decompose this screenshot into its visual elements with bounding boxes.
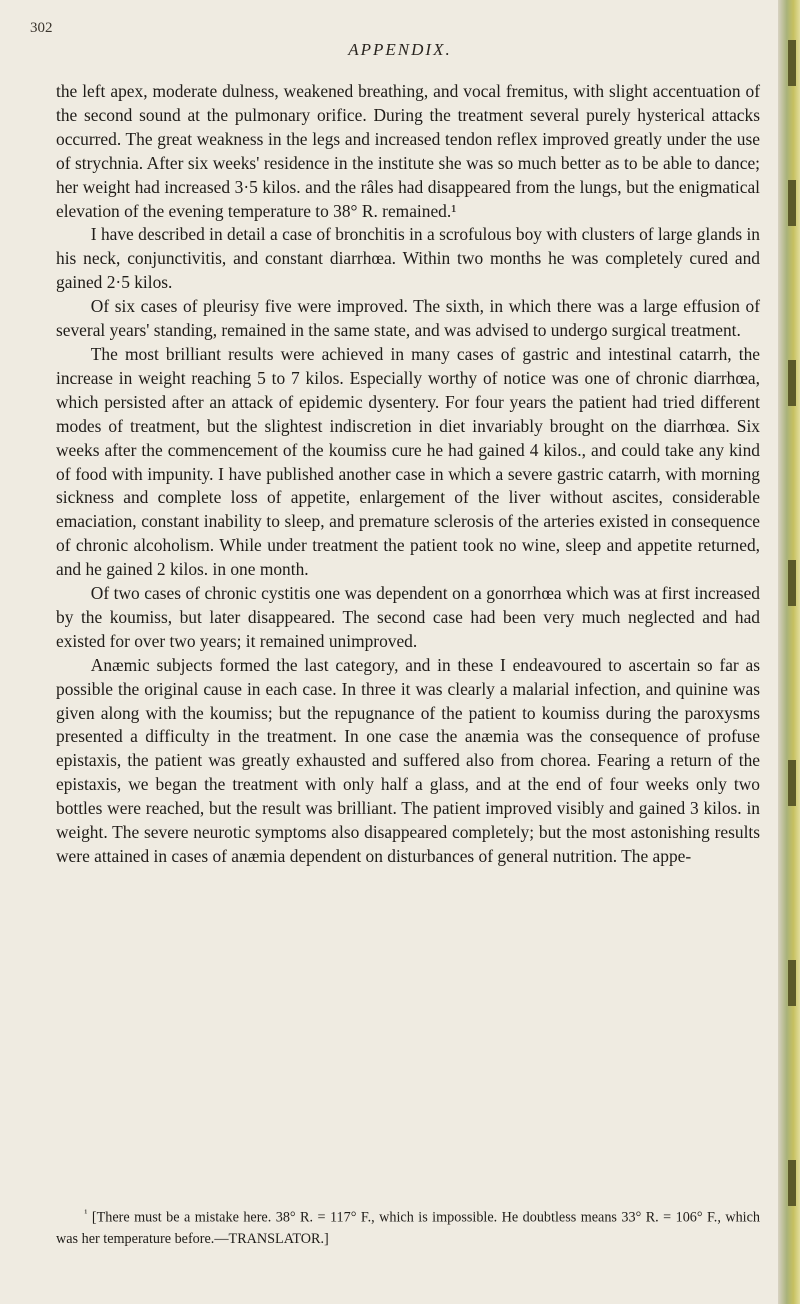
running-head: APPENDIX. xyxy=(348,40,452,59)
edge-tab xyxy=(788,560,796,606)
footnote-marker: ¹ xyxy=(84,1208,88,1219)
edge-tab xyxy=(788,40,796,86)
paragraph-1: the left apex, moderate dulness, weakened breathing, and vocal fremitus, with slight accentuation of the second sound at the pulmonary orifice. During the treatment several purely hysterical attacks occurred. The great weakness in the legs and increased tendon reflex improved greatly under the use of strychnia. After six weeks' residence in the institute she was so much better as to be able to dance; her weight had increased 3·5 kilos. and the râles had disappeared from the lungs, but the enigmatical elevation of the evening temperature to 38° R. remained.¹ xyxy=(56,81,760,221)
edge-tab xyxy=(788,180,796,226)
paragraph-2: I have described in detail a case of bronchitis in a scrofulous boy with clusters of large glands in his neck, conjunctivitis, and constant diarrhœa. Within two months he was completely cured and gained 2·5 kilos. xyxy=(56,224,760,293)
page-edge-strip xyxy=(778,0,800,1304)
edge-tab xyxy=(788,960,796,1006)
paragraph-5: Of two cases of chronic cystitis one was dependent on a gonorrhœa which was at first increased by the koumiss, but later disappeared. The second case had been very much neglected and had existed for over two years; it remained unimproved. xyxy=(56,583,760,651)
edge-tab xyxy=(788,1160,796,1206)
paragraph-6: Anæmic subjects formed the last category, and in these I endeavoured to ascertain so far as possible the original cause in each case. In three it was clearly a malarial infection, and quinine was given along with the koumiss; but the repugnance of the patient to koumiss during the paroxysms presented a difficulty in the treatment. In one case the anæmia was the consequence of profuse epistaxis, the patient was greatly exhausted and suffered also from chorea. Fearing a return of the epistaxis, we began the treatment with only half a glass, and at the end of four weeks only two bottles were reached, but the result was brilliant. The patient improved visibly and gained 3 kilos. in weight. The severe neurotic symptoms also disappeared completely; but the most astonishing results were attained in cases of anæmia dependent on disturbances of general nutrition. The appe- xyxy=(56,654,760,866)
page-number: 302 xyxy=(30,20,53,36)
footnote-text: [There must be a mistake here. 38° R. = 117° F., which is impossible. He doubtless means 33° R. = 106° F., which was her temperature before.—TRANSLATOR.] xyxy=(56,1209,760,1247)
footnote xyxy=(56,1203,760,1250)
edge-tab xyxy=(788,760,796,806)
paragraph-4: The most brilliant results were achieved in many cases of gastric and intestinal catarrh, the increase in weight reaching 5 to 7 kilos. Especially worthy of notice was one of chronic diarrhœa, which persisted after an attack of epidemic dysentery. For four years the patient had tried different modes of treatment, but the slightest indiscretion in diet invariably brought on the diarrhœa. Six weeks after the commencement of the koumiss cure he had gained 4 kilos., and could take any kind of food with impunity. I have published another case in which a severe gastric catarrh, with morning sickness and complete loss of appetite, enlargement of the liver without ascites, considerable emaciation, constant inability to sleep, and premature sclerosis of the arteries existed in consequence of chronic alcoholism. While under treatment the patient took no wine, sleep and appetite returned, and he gained 2 kilos. in one month. xyxy=(56,343,760,580)
edge-tab xyxy=(788,360,796,406)
paragraph-3: Of six cases of pleurisy five were improved. The sixth, in which there was a large effusion of several years' standing, remained in the same state, and was advised to undergo surgical treatment. xyxy=(56,296,760,341)
body-text xyxy=(56,80,760,869)
